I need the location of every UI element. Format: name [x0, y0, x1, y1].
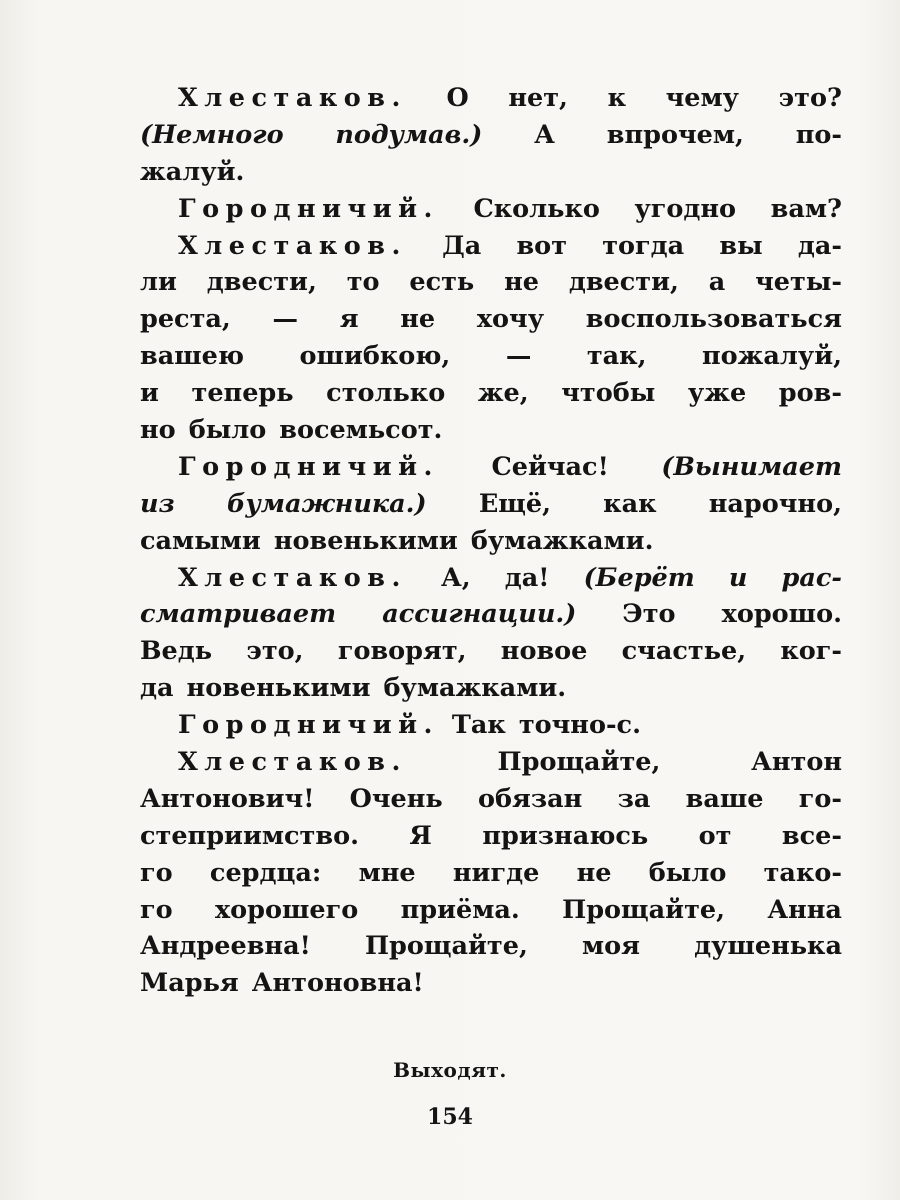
word: как: [603, 488, 657, 519]
word: Антонович!: [140, 783, 315, 814]
text-line: [140, 931, 842, 968]
word: Прощайте,: [364, 931, 528, 962]
word: го: [140, 894, 173, 925]
word: Ещё,: [478, 488, 551, 519]
word: обязан: [477, 783, 583, 814]
word: а: [708, 267, 726, 298]
word: от: [698, 820, 732, 851]
text-line: [140, 710, 842, 747]
word: Да: [442, 230, 482, 261]
word: бумажками.: [470, 525, 654, 556]
word: не: [400, 304, 436, 335]
word: Ведь: [140, 636, 213, 667]
word: пожалуй,: [701, 341, 842, 372]
word: —: [272, 304, 298, 335]
word: сердца:: [209, 857, 322, 888]
speaker-name: Хлестаков.: [178, 83, 407, 113]
text-line: [140, 526, 842, 563]
speaker-name: Хлестаков.: [178, 562, 407, 593]
word: ког-: [780, 636, 842, 667]
word: ваше: [685, 783, 764, 814]
text-line: [140, 304, 842, 341]
text-line: [140, 341, 842, 378]
word: да: [140, 673, 174, 704]
stage-remark: бумажника.): [227, 488, 427, 519]
word: новое: [500, 636, 588, 667]
speaker-name: Городничий.: [178, 451, 439, 482]
text-line: [140, 120, 842, 157]
text-line: [140, 968, 842, 1005]
word: четы-: [755, 267, 842, 298]
word: но: [140, 415, 176, 446]
word: за: [617, 783, 651, 814]
speaker-name: Хлестаков.: [178, 747, 407, 778]
word: и: [140, 378, 159, 409]
word: жалуй.: [140, 156, 245, 187]
text-line: [140, 194, 842, 231]
word: новенькими: [186, 673, 371, 704]
word: нарочно,: [708, 488, 842, 519]
stage-remark: (Вынимает: [661, 451, 842, 482]
text-line: [140, 747, 842, 784]
word: все-: [781, 820, 842, 851]
word: уже: [687, 378, 747, 409]
word: хочу: [476, 304, 545, 335]
word: Анна: [767, 894, 842, 925]
word: это,: [246, 636, 304, 667]
word: двести,: [568, 267, 679, 298]
word: к: [607, 83, 626, 113]
word: да!: [504, 562, 550, 593]
word: ров-: [778, 378, 842, 409]
word: вам?: [770, 193, 842, 224]
word: теперь: [191, 378, 294, 409]
word: точно-с.: [518, 710, 641, 741]
word: го-: [798, 783, 842, 814]
word: мне: [358, 857, 416, 888]
text-line: [140, 784, 842, 821]
text-line: [140, 415, 842, 452]
word: Сейчас!: [491, 451, 609, 482]
word: не: [576, 857, 612, 888]
word: приёма.: [400, 894, 520, 925]
word: го: [140, 857, 173, 888]
word: вы: [719, 230, 763, 261]
word: чтобы: [561, 378, 656, 409]
word: А: [534, 119, 555, 150]
word: было: [648, 857, 727, 888]
word: Андреевна!: [140, 931, 311, 962]
word: Сколько: [473, 193, 600, 224]
word: двести,: [206, 267, 317, 298]
word: Марья: [140, 968, 239, 999]
word: я: [339, 304, 359, 335]
page-number: 154: [427, 1104, 473, 1130]
word: Прощайте,: [562, 894, 725, 925]
word: впрочем,: [606, 119, 744, 150]
word: хорошего: [214, 894, 359, 925]
word: ошибкою,: [299, 341, 451, 372]
word: угодно: [634, 193, 737, 224]
play-text: [140, 83, 842, 1005]
word: тако-: [763, 857, 842, 888]
stage-remark: из: [140, 488, 175, 519]
text-line: [140, 563, 842, 600]
word: да-: [797, 230, 842, 261]
text-line: [140, 267, 842, 304]
text-line: [140, 636, 842, 673]
word: же,: [477, 378, 529, 409]
text-line: [140, 673, 842, 710]
word: признаюсь: [482, 820, 649, 851]
word: Так: [451, 710, 506, 741]
word: хорошо.: [721, 599, 842, 630]
word: воспользоваться: [585, 304, 842, 335]
word: говорят,: [337, 636, 467, 667]
text-line: [140, 489, 842, 526]
word: Антоновна!: [251, 968, 424, 999]
word: бумажками.: [383, 673, 567, 704]
word: вот: [516, 230, 567, 261]
word: Антон: [751, 747, 842, 778]
speaker-name: Хлестаков.: [178, 230, 407, 261]
text-line: [140, 895, 842, 932]
text-line: [140, 231, 842, 268]
word: Я: [409, 820, 432, 851]
stage-remark: (Немного: [140, 119, 284, 150]
text-line: [140, 858, 842, 895]
stage-remark: сматривает: [140, 599, 337, 630]
word: это?: [778, 83, 842, 113]
word: Очень: [349, 783, 443, 814]
text-line: [140, 378, 842, 415]
speaker-name: Городничий.: [178, 710, 439, 741]
word: душенька: [694, 931, 842, 962]
text-line: [140, 452, 842, 489]
word: не: [504, 267, 539, 298]
word: ли: [140, 267, 177, 298]
stage-remark: рас-: [781, 562, 842, 593]
word: самыми: [140, 525, 261, 556]
word: было: [188, 415, 267, 446]
word: нигде: [452, 857, 540, 888]
word: чему: [665, 83, 740, 113]
stage-direction: Выходят.: [393, 1058, 507, 1082]
text-line: [140, 821, 842, 858]
text-line: [140, 599, 842, 636]
word: так,: [586, 341, 647, 372]
word: то: [346, 267, 380, 298]
word: новенькими: [273, 525, 458, 556]
text-line: [140, 157, 842, 194]
word: тогда: [602, 230, 685, 261]
text-line: [140, 83, 842, 120]
word: столько: [326, 378, 446, 409]
stage-remark: ассигнации.): [382, 599, 577, 630]
stage-remark: и: [728, 562, 748, 593]
word: Это: [622, 599, 676, 630]
word: по-: [795, 119, 842, 150]
word: есть: [409, 267, 475, 298]
word: А,: [440, 562, 471, 593]
word: Прощайте,: [497, 747, 661, 778]
word: вашею: [140, 341, 245, 372]
stage-remark: подумав.): [335, 119, 483, 150]
speaker-name: Городничий.: [178, 193, 439, 224]
word: нет,: [508, 83, 568, 113]
word: —: [505, 341, 532, 372]
word: счастье,: [621, 636, 747, 667]
word: моя: [581, 931, 640, 962]
word: степриимство.: [140, 820, 359, 851]
stage-remark: (Берёт: [583, 562, 695, 593]
word: О: [446, 83, 469, 113]
word: восемьсот.: [279, 415, 443, 446]
word: реста,: [140, 304, 231, 335]
